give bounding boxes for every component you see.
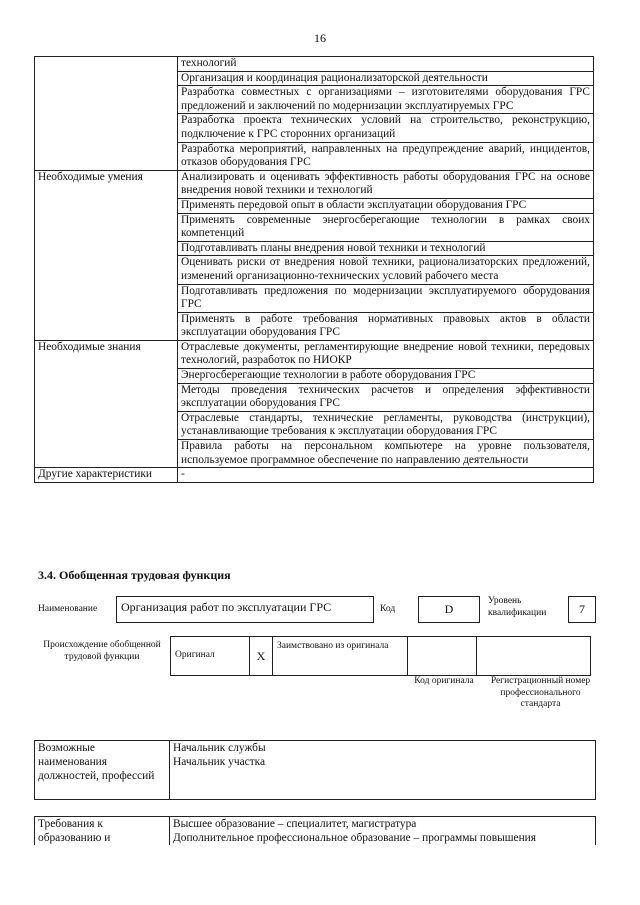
table-row bbox=[35, 369, 594, 384]
page-number: 16 bbox=[314, 31, 326, 45]
row-label bbox=[35, 369, 178, 384]
row-item: Организация и координация рационализаторской деятельности bbox=[178, 71, 594, 86]
row-item: Подготавливать предложения по модернизации эксплуатируемого оборудования ГРС bbox=[178, 284, 594, 312]
table-row bbox=[35, 383, 594, 411]
row-label bbox=[35, 411, 178, 439]
position-item: Начальник участка bbox=[173, 756, 266, 768]
table-row bbox=[35, 142, 594, 170]
table-row bbox=[35, 468, 594, 483]
code-label: Код bbox=[380, 604, 396, 614]
table-row bbox=[35, 312, 594, 340]
table-row bbox=[35, 114, 594, 142]
education-table bbox=[34, 816, 596, 845]
table-row bbox=[35, 284, 594, 312]
education-item: Дополнительное профессиональное образование – программы повышения bbox=[173, 832, 536, 844]
positions-table bbox=[34, 740, 596, 800]
education-values bbox=[170, 817, 596, 846]
qualification-level-field: 7 bbox=[568, 596, 596, 623]
origin-reg-number-cell bbox=[477, 637, 591, 676]
row-item: Методы проведения технических расчетов и определения эффективности эксплуатации оборудования ГРС bbox=[178, 383, 594, 411]
positions-values bbox=[170, 741, 596, 800]
competence-table bbox=[34, 56, 594, 483]
row-item: технологий bbox=[178, 57, 594, 72]
row-label bbox=[35, 256, 178, 284]
row-label bbox=[35, 57, 178, 72]
code-original-caption: Код оригинала bbox=[414, 676, 474, 686]
section-title: 3.4. Обобщенная трудовая функция bbox=[38, 568, 231, 582]
function-name-field: Организация работ по эксплуатации ГРС bbox=[116, 596, 374, 623]
row-label bbox=[35, 114, 178, 142]
row-item: - bbox=[178, 468, 594, 483]
code-field: D bbox=[418, 596, 480, 623]
row-item: Разработка мероприятий, направленных на предупреждение аварий, инцидентов, отказов оборудования ГРС bbox=[178, 142, 594, 170]
origin-mark-cell: X bbox=[250, 637, 273, 676]
qualification-level-label: Уровень квалификации bbox=[488, 596, 547, 618]
row-label: Необходимые умения bbox=[35, 170, 178, 198]
table-row bbox=[35, 57, 594, 72]
row-label bbox=[35, 440, 178, 468]
table-row bbox=[35, 256, 594, 284]
table-row bbox=[35, 170, 594, 198]
row-label bbox=[35, 312, 178, 340]
row-label bbox=[35, 142, 178, 170]
table-row bbox=[35, 440, 594, 468]
row-item: Оценивать риски от внедрения новой техники, рационализаторских предложений, изменений организационно-технических условий рабочего места bbox=[178, 256, 594, 284]
origin-original-cell: Оригинал bbox=[171, 637, 250, 676]
table-row bbox=[35, 86, 594, 114]
row-item: Применять передовой опыт в области эксплуатации оборудования ГРС bbox=[178, 198, 594, 213]
row-item: Подготавливать планы внедрения новой техники и технологий bbox=[178, 241, 594, 256]
row-label bbox=[35, 71, 178, 86]
origin-code-cell bbox=[408, 637, 477, 676]
row-item: Отраслевые документы, регламентирующие внедрение новой техники, передовых технологий, разработок по НИОКР bbox=[178, 340, 594, 368]
row-item: Применять современные энергосберегающие технологии в рамках своих компетенций bbox=[178, 213, 594, 241]
name-label: Наименование bbox=[38, 604, 98, 614]
position-item: Начальник службы bbox=[173, 742, 266, 754]
row-item: Энергосберегающие технологии в работе оборудования ГРС bbox=[178, 369, 594, 384]
row-label bbox=[35, 383, 178, 411]
education-label: Требования к образованию и bbox=[35, 817, 170, 846]
origin-label: Происхождение обобщенной трудовой функции bbox=[43, 640, 161, 662]
row-item: Разработка совместных с организациями – изготовителями оборудования ГРС предложений и заключений по модернизации эксплуатируемых ГРС bbox=[178, 86, 594, 114]
row-label: Необходимые знания bbox=[35, 340, 178, 368]
row-label bbox=[35, 241, 178, 256]
row-item: Разработка проекта технических условий на строительство, реконструкцию, подключение к ГРС сторонних организаций bbox=[178, 114, 594, 142]
row-item: Правила работы на персональном компьютере на уровне пользователя, используемое программное обеспечение по направлению деятельности bbox=[178, 440, 594, 468]
table-row bbox=[35, 340, 594, 368]
row-label bbox=[35, 198, 178, 213]
origin-borrowed-cell: Заимствовано из оригинала bbox=[273, 637, 408, 676]
education-item: Высшее образование – специалитет, магистратура bbox=[173, 818, 417, 830]
row-label: Другие характеристики bbox=[35, 468, 178, 483]
table-row bbox=[35, 198, 594, 213]
table-row bbox=[35, 241, 594, 256]
row-label bbox=[35, 86, 178, 114]
table-row bbox=[35, 411, 594, 439]
table-row bbox=[35, 213, 594, 241]
table-row bbox=[35, 71, 594, 86]
origin-table bbox=[170, 636, 591, 676]
row-label bbox=[35, 284, 178, 312]
row-item: Анализировать и оценивать эффективность работы оборудования ГРС на основе внедрения новой техники и технологий bbox=[178, 170, 594, 198]
registration-number-caption: Регистрационный номер профессионального стандарта bbox=[490, 676, 591, 709]
row-item: Применять в работе требования нормативных правовых актов в области эксплуатации оборудования ГРС bbox=[178, 312, 594, 340]
positions-label: Возможные наименования должностей, профессий bbox=[35, 741, 170, 800]
row-label bbox=[35, 213, 178, 241]
row-item: Отраслевые стандарты, технические регламенты, руководства (инструкции), устанавливающие требования к эксплуатации оборудования ГРС bbox=[178, 411, 594, 439]
